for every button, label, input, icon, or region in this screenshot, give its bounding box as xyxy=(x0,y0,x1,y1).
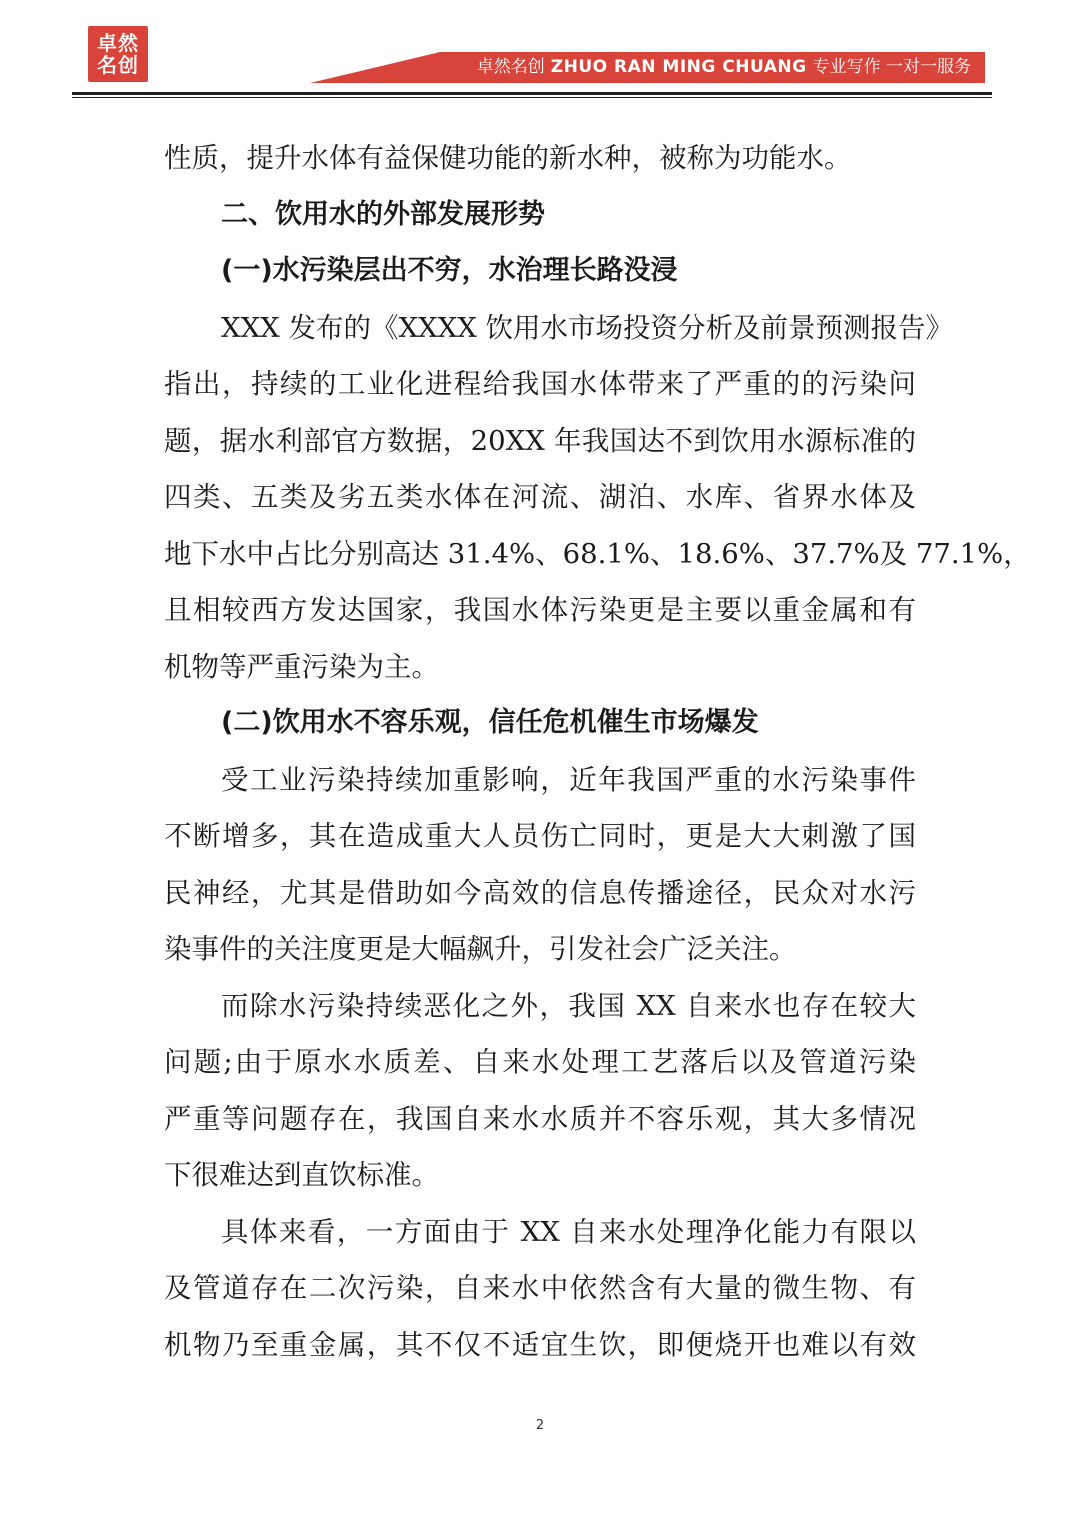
text-line: 具体来看，一方面由于 XX 自来水处理净化能力有限以 xyxy=(221,1215,916,1248)
text-line: 四类、五类及劣五类水体在河流、湖泊、水库、省界水体及 xyxy=(164,481,916,513)
text-line: 指出，持续的工业化进程给我国水体带来了严重的的污染问 xyxy=(164,368,916,400)
text-line: 且相较西方发达国家，我国水体污染更是主要以重金属和有 xyxy=(164,594,916,626)
text-line: 机物乃至重金属，其不仅不适宜生饮，即便烧开也难以有效 xyxy=(164,1328,916,1361)
text-line: 问题;由于原水水质差、自来水处理工艺落后以及管道污染 xyxy=(164,1046,916,1078)
text-line: 而除水污染持续恶化之外，我国 XX 自来水也存在较大 xyxy=(221,989,916,1022)
subsection-heading: (一)水污染层出不穷，水治理长路没浸 xyxy=(221,255,678,286)
text-line: 性质，提升水体有益保健功能的新水种，被称为功能水。 xyxy=(164,142,852,174)
header-banner xyxy=(310,52,985,83)
text-line: 机物等严重污染为主。 xyxy=(164,650,439,683)
banner-latin-name: ZHUO RAN MING CHUANG xyxy=(550,57,807,77)
logo xyxy=(88,26,148,82)
header-rule-thick xyxy=(72,92,992,95)
logo-line-2: 名创 xyxy=(97,53,139,77)
text-line: 及管道存在二次污染，自来水中依然含有大量的微生物、有 xyxy=(164,1272,916,1304)
text-line: 受工业污染持续加重影响，近年我国严重的水污染事件 xyxy=(221,763,916,796)
text-line: 民神经，尤其是借助如今高效的信息传播途径，民众对水污 xyxy=(164,876,916,909)
text-line: 严重等问题存在，我国自来水水质并不容乐观，其大多情况 xyxy=(164,1102,916,1135)
header-rule-thin xyxy=(72,97,992,98)
banner-tagline: 专业写作 一对一服务 xyxy=(812,57,971,77)
page-number: 2 xyxy=(535,1418,545,1433)
text-line: 地下水中占比分别高达 31.4%、68.1%、18.6%、37.7%及 77.1%， xyxy=(164,537,1031,570)
section-heading: 二、饮用水的外部发展形势 xyxy=(221,198,545,230)
text-line: 题，据水利部官方数据，20XX 年我国达不到饮用水源标准的 xyxy=(164,424,916,457)
text-line: 不断增多，其在造成重大人员伤亡同时，更是大大刺激了国 xyxy=(164,820,916,852)
subsection-heading: (二)饮用水不容乐观，信任危机催生市场爆发 xyxy=(221,707,759,738)
logo-line-1: 卓然 xyxy=(97,31,139,55)
banner-text xyxy=(477,52,971,83)
text-line: XXX 发布的《XXXX 饮用水市场投资分析及前景预测报告》 xyxy=(221,311,954,344)
document-body xyxy=(164,130,1031,1373)
text-line: 染事件的关注度更是大幅飙升，引发社会广泛关注。 xyxy=(164,933,797,965)
text-line: 下很难达到直饮标准。 xyxy=(164,1159,439,1191)
banner-chinese-name: 卓然名创 xyxy=(476,57,545,77)
